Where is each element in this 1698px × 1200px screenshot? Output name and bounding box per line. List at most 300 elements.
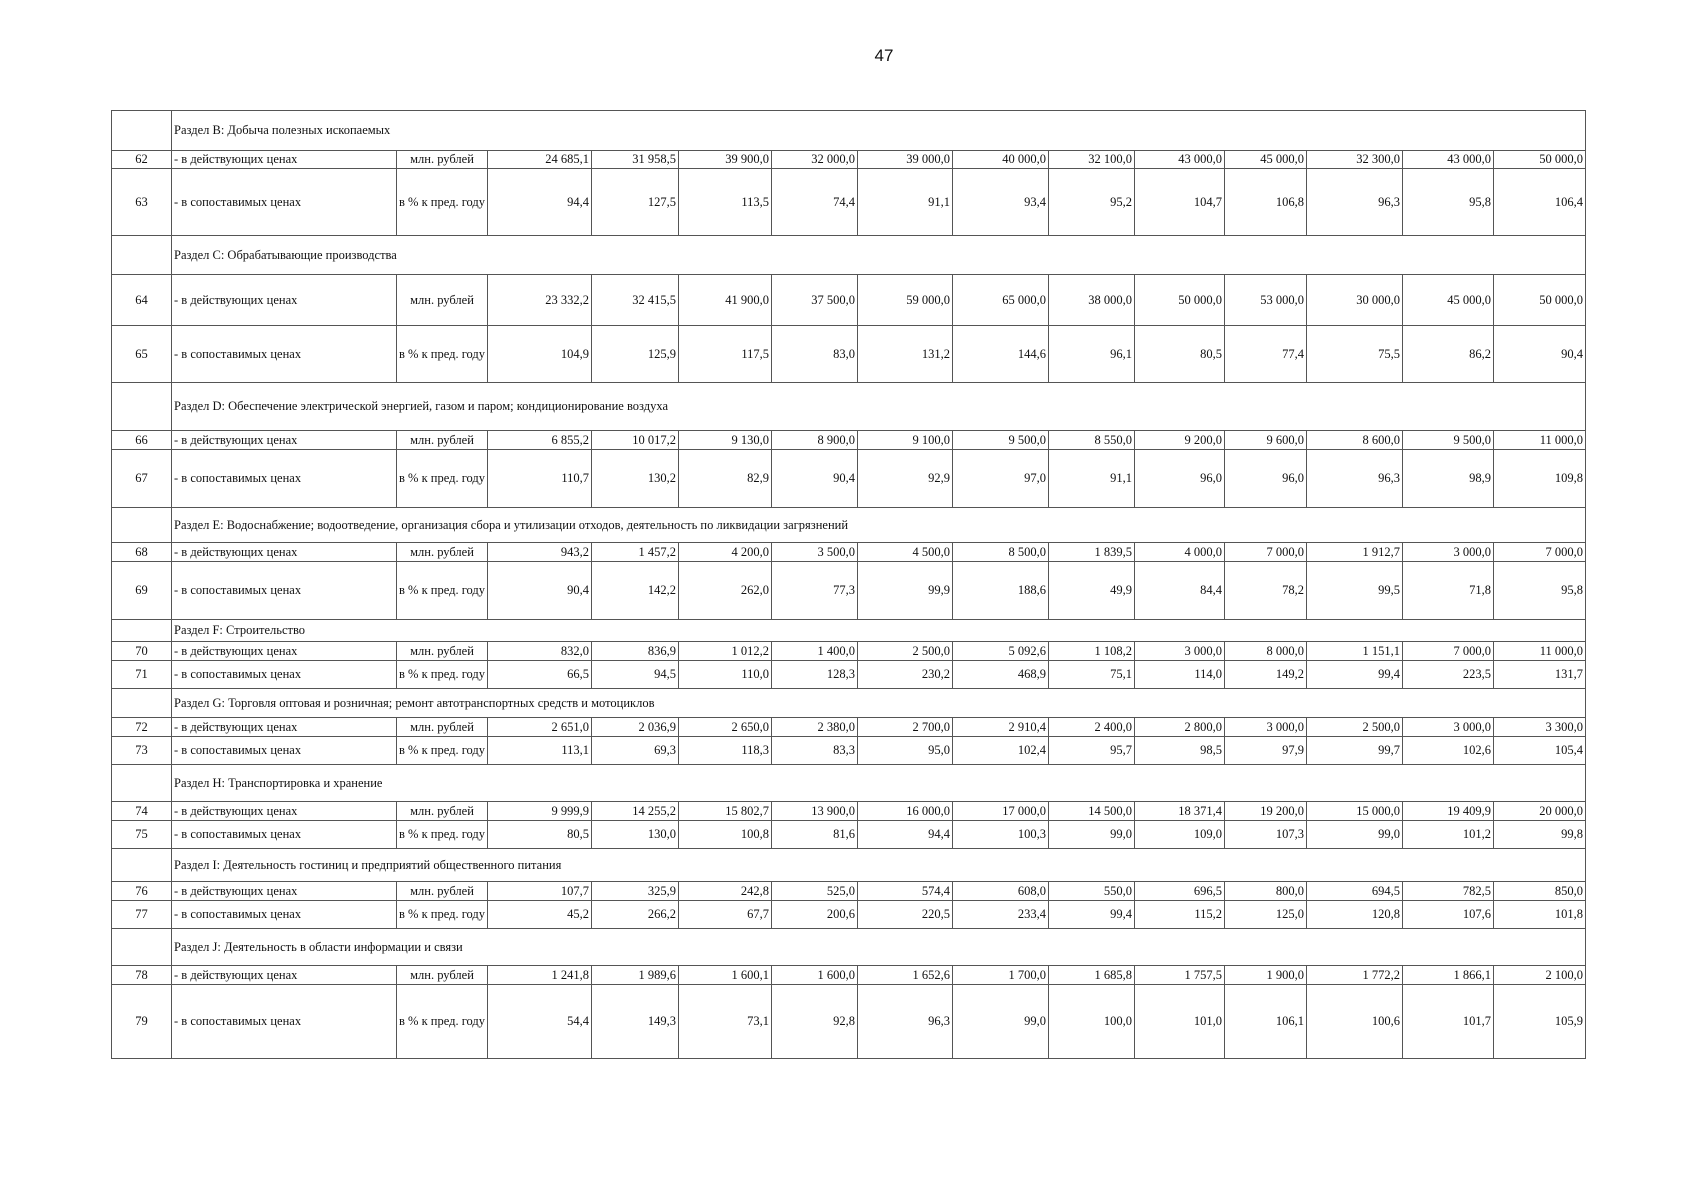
value-cell: 90,4 (772, 450, 858, 508)
value-cell: 38 000,0 (1049, 275, 1135, 326)
value-cell: 11 000,0 (1494, 642, 1586, 661)
value-cell: 93,4 (953, 169, 1049, 236)
row-label: - в действующих ценах (172, 802, 397, 821)
value-cell: 149,3 (592, 985, 679, 1059)
value-cell: 19 409,9 (1403, 802, 1494, 821)
row-number: 62 (112, 151, 172, 169)
row-number: 69 (112, 562, 172, 620)
section-row (112, 111, 1586, 151)
section-number-cell (112, 765, 172, 802)
row-label: - в действующих ценах (172, 966, 397, 985)
value-cell: 43 000,0 (1135, 151, 1225, 169)
value-cell: 101,7 (1403, 985, 1494, 1059)
row-label: - в действующих ценах (172, 543, 397, 562)
value-cell: 115,2 (1135, 901, 1225, 929)
row-number: 64 (112, 275, 172, 326)
value-cell: 95,0 (858, 737, 953, 765)
row-number: 65 (112, 326, 172, 383)
row-label: - в сопоставимых ценах (172, 562, 397, 620)
value-cell: 105,4 (1494, 737, 1586, 765)
value-cell: 106,1 (1225, 985, 1307, 1059)
value-cell: 850,0 (1494, 882, 1586, 901)
value-cell: 32 100,0 (1049, 151, 1135, 169)
unit-cell: млн. рублей (397, 275, 488, 326)
unit-cell: млн. рублей (397, 642, 488, 661)
section-number-cell (112, 849, 172, 882)
value-cell: 53 000,0 (1225, 275, 1307, 326)
value-cell: 2 500,0 (1307, 718, 1403, 737)
value-cell: 142,2 (592, 562, 679, 620)
value-cell: 1 241,8 (488, 966, 592, 985)
value-cell: 94,5 (592, 661, 679, 689)
section-title: Раздел J: Деятельность в области информации и связи (172, 929, 1586, 966)
value-cell: 1 866,1 (1403, 966, 1494, 985)
page-number: 47 (874, 46, 894, 65)
value-cell: 41 900,0 (679, 275, 772, 326)
value-cell: 1 757,5 (1135, 966, 1225, 985)
value-cell: 40 000,0 (953, 151, 1049, 169)
value-cell: 188,6 (953, 562, 1049, 620)
value-cell: 6 855,2 (488, 431, 592, 450)
table-row (112, 966, 1586, 985)
value-cell: 19 200,0 (1225, 802, 1307, 821)
row-label: - в действующих ценах (172, 882, 397, 901)
value-cell: 3 000,0 (1403, 543, 1494, 562)
value-cell: 113,1 (488, 737, 592, 765)
value-cell: 1 685,8 (1049, 966, 1135, 985)
value-cell: 9 600,0 (1225, 431, 1307, 450)
value-cell: 1 900,0 (1225, 966, 1307, 985)
value-cell: 75,5 (1307, 326, 1403, 383)
table-row (112, 718, 1586, 737)
value-cell: 7 000,0 (1225, 543, 1307, 562)
value-cell: 84,4 (1135, 562, 1225, 620)
section-number-cell (112, 383, 172, 431)
value-cell: 14 255,2 (592, 802, 679, 821)
value-cell: 9 130,0 (679, 431, 772, 450)
value-cell: 8 900,0 (772, 431, 858, 450)
row-number: 68 (112, 543, 172, 562)
value-cell: 14 500,0 (1049, 802, 1135, 821)
table-row (112, 985, 1586, 1059)
value-cell: 96,3 (1307, 169, 1403, 236)
value-cell: 99,4 (1049, 901, 1135, 929)
value-cell: 3 000,0 (1135, 642, 1225, 661)
section-title: Раздел F: Строительство (172, 620, 1586, 642)
value-cell: 105,9 (1494, 985, 1586, 1059)
value-cell: 100,6 (1307, 985, 1403, 1059)
row-label: - в действующих ценах (172, 642, 397, 661)
value-cell: 95,7 (1049, 737, 1135, 765)
section-title: Раздел E: Водоснабжение; водоотведение, организация сбора и утилизации отходов, деятельность по ликвидации загрязнений (172, 508, 1586, 543)
row-label: - в сопоставимых ценах (172, 450, 397, 508)
value-cell: 32 415,5 (592, 275, 679, 326)
value-cell: 80,5 (488, 821, 592, 849)
table-row (112, 326, 1586, 383)
value-cell: 102,4 (953, 737, 1049, 765)
value-cell: 694,5 (1307, 882, 1403, 901)
value-cell: 67,7 (679, 901, 772, 929)
value-cell: 101,0 (1135, 985, 1225, 1059)
value-cell: 73,1 (679, 985, 772, 1059)
value-cell: 9 100,0 (858, 431, 953, 450)
section-title: Раздел G: Торговля оптовая и розничная; ремонт автотранспортных средств и мотоциклов (172, 689, 1586, 718)
value-cell: 104,9 (488, 326, 592, 383)
row-number: 71 (112, 661, 172, 689)
row-number: 63 (112, 169, 172, 236)
value-cell: 32 300,0 (1307, 151, 1403, 169)
unit-cell: в % к пред. году (397, 326, 488, 383)
value-cell: 95,8 (1494, 562, 1586, 620)
value-cell: 50 000,0 (1494, 151, 1586, 169)
section-number-cell (112, 111, 172, 151)
value-cell: 5 092,6 (953, 642, 1049, 661)
value-cell: 15 000,0 (1307, 802, 1403, 821)
value-cell: 3 500,0 (772, 543, 858, 562)
value-cell: 696,5 (1135, 882, 1225, 901)
value-cell: 144,6 (953, 326, 1049, 383)
table-row (112, 661, 1586, 689)
value-cell: 2 400,0 (1049, 718, 1135, 737)
value-cell: 220,5 (858, 901, 953, 929)
value-cell: 75,1 (1049, 661, 1135, 689)
value-cell: 114,0 (1135, 661, 1225, 689)
value-cell: 65 000,0 (953, 275, 1049, 326)
value-cell: 92,9 (858, 450, 953, 508)
value-cell: 3 300,0 (1494, 718, 1586, 737)
value-cell: 125,9 (592, 326, 679, 383)
row-label: - в сопоставимых ценах (172, 821, 397, 849)
row-number: 77 (112, 901, 172, 929)
section-title: Раздел H: Транспортировка и хранение (172, 765, 1586, 802)
value-cell: 90,4 (1494, 326, 1586, 383)
value-cell: 4 500,0 (858, 543, 953, 562)
value-cell: 233,4 (953, 901, 1049, 929)
value-cell: 98,9 (1403, 450, 1494, 508)
value-cell: 109,8 (1494, 450, 1586, 508)
section-row (112, 620, 1586, 642)
section-row (112, 689, 1586, 718)
value-cell: 43 000,0 (1403, 151, 1494, 169)
value-cell: 107,3 (1225, 821, 1307, 849)
row-number: 72 (112, 718, 172, 737)
value-cell: 96,0 (1135, 450, 1225, 508)
value-cell: 54,4 (488, 985, 592, 1059)
value-cell: 101,8 (1494, 901, 1586, 929)
value-cell: 1 108,2 (1049, 642, 1135, 661)
value-cell: 8 000,0 (1225, 642, 1307, 661)
value-cell: 18 371,4 (1135, 802, 1225, 821)
section-row (112, 236, 1586, 275)
value-cell: 92,8 (772, 985, 858, 1059)
value-cell: 117,5 (679, 326, 772, 383)
table-row (112, 642, 1586, 661)
section-number-cell (112, 929, 172, 966)
unit-cell: в % к пред. году (397, 985, 488, 1059)
section-number-cell (112, 508, 172, 543)
section-title: Раздел D: Обеспечение электрической энергией, газом и паром; кондиционирование воздуха (172, 383, 1586, 431)
section-row (112, 383, 1586, 431)
row-number: 70 (112, 642, 172, 661)
value-cell: 99,0 (1049, 821, 1135, 849)
row-number: 78 (112, 966, 172, 985)
section-title: Раздел I: Деятельность гостиниц и предприятий общественного питания (172, 849, 1586, 882)
table-row (112, 450, 1586, 508)
unit-cell: в % к пред. году (397, 562, 488, 620)
value-cell: 242,8 (679, 882, 772, 901)
value-cell: 1 989,6 (592, 966, 679, 985)
unit-cell: млн. рублей (397, 431, 488, 450)
row-number: 75 (112, 821, 172, 849)
value-cell: 608,0 (953, 882, 1049, 901)
value-cell: 2 036,9 (592, 718, 679, 737)
value-cell: 100,3 (953, 821, 1049, 849)
value-cell: 106,4 (1494, 169, 1586, 236)
value-cell: 262,0 (679, 562, 772, 620)
value-cell: 96,3 (858, 985, 953, 1059)
value-cell: 130,2 (592, 450, 679, 508)
unit-cell: млн. рублей (397, 966, 488, 985)
value-cell: 107,6 (1403, 901, 1494, 929)
section-number-cell (112, 689, 172, 718)
value-cell: 45,2 (488, 901, 592, 929)
value-cell: 77,3 (772, 562, 858, 620)
row-number: 67 (112, 450, 172, 508)
value-cell: 78,2 (1225, 562, 1307, 620)
value-cell: 16 000,0 (858, 802, 953, 821)
value-cell: 223,5 (1403, 661, 1494, 689)
value-cell: 9 200,0 (1135, 431, 1225, 450)
value-cell: 83,0 (772, 326, 858, 383)
table-row (112, 821, 1586, 849)
unit-cell: в % к пред. году (397, 661, 488, 689)
value-cell: 99,8 (1494, 821, 1586, 849)
row-number: 66 (112, 431, 172, 450)
row-label: - в действующих ценах (172, 718, 397, 737)
value-cell: 2 500,0 (858, 642, 953, 661)
value-cell: 8 550,0 (1049, 431, 1135, 450)
value-cell: 1 012,2 (679, 642, 772, 661)
value-cell: 96,3 (1307, 450, 1403, 508)
row-label: - в действующих ценах (172, 431, 397, 450)
value-cell: 50 000,0 (1494, 275, 1586, 326)
value-cell: 24 685,1 (488, 151, 592, 169)
value-cell: 94,4 (488, 169, 592, 236)
value-cell: 1 700,0 (953, 966, 1049, 985)
value-cell: 3 000,0 (1403, 718, 1494, 737)
table-row (112, 562, 1586, 620)
row-label: - в сопоставимых ценах (172, 901, 397, 929)
unit-cell: в % к пред. году (397, 737, 488, 765)
table-row (112, 882, 1586, 901)
value-cell: 4 000,0 (1135, 543, 1225, 562)
value-cell: 2 650,0 (679, 718, 772, 737)
value-cell: 100,0 (1049, 985, 1135, 1059)
value-cell: 13 900,0 (772, 802, 858, 821)
value-cell: 2 651,0 (488, 718, 592, 737)
value-cell: 943,2 (488, 543, 592, 562)
value-cell: 1 600,1 (679, 966, 772, 985)
value-cell: 149,2 (1225, 661, 1307, 689)
value-cell: 107,7 (488, 882, 592, 901)
value-cell: 9 500,0 (1403, 431, 1494, 450)
value-cell: 125,0 (1225, 901, 1307, 929)
section-row (112, 508, 1586, 543)
value-cell: 832,0 (488, 642, 592, 661)
value-cell: 127,5 (592, 169, 679, 236)
value-cell: 2 100,0 (1494, 966, 1586, 985)
unit-cell: млн. рублей (397, 882, 488, 901)
value-cell: 91,1 (1049, 450, 1135, 508)
value-cell: 99,0 (1307, 821, 1403, 849)
value-cell: 1 839,5 (1049, 543, 1135, 562)
value-cell: 97,9 (1225, 737, 1307, 765)
value-cell: 1 772,2 (1307, 966, 1403, 985)
table-row (112, 431, 1586, 450)
value-cell: 2 800,0 (1135, 718, 1225, 737)
value-cell: 1 400,0 (772, 642, 858, 661)
value-cell: 74,4 (772, 169, 858, 236)
value-cell: 109,0 (1135, 821, 1225, 849)
section-row (112, 765, 1586, 802)
value-cell: 7 000,0 (1403, 642, 1494, 661)
unit-cell: млн. рублей (397, 718, 488, 737)
value-cell: 104,7 (1135, 169, 1225, 236)
value-cell: 836,9 (592, 642, 679, 661)
table-row (112, 275, 1586, 326)
value-cell: 2 700,0 (858, 718, 953, 737)
value-cell: 39 900,0 (679, 151, 772, 169)
unit-cell: в % к пред. году (397, 901, 488, 929)
value-cell: 15 802,7 (679, 802, 772, 821)
value-cell: 525,0 (772, 882, 858, 901)
value-cell: 66,5 (488, 661, 592, 689)
unit-cell: млн. рублей (397, 151, 488, 169)
value-cell: 96,1 (1049, 326, 1135, 383)
value-cell: 99,9 (858, 562, 953, 620)
unit-cell: в % к пред. году (397, 821, 488, 849)
value-cell: 110,7 (488, 450, 592, 508)
value-cell: 102,6 (1403, 737, 1494, 765)
value-cell: 82,9 (679, 450, 772, 508)
value-cell: 325,9 (592, 882, 679, 901)
value-cell: 2 380,0 (772, 718, 858, 737)
row-label: - в сопоставимых ценах (172, 985, 397, 1059)
value-cell: 96,0 (1225, 450, 1307, 508)
value-cell: 1 652,6 (858, 966, 953, 985)
value-cell: 31 958,5 (592, 151, 679, 169)
value-cell: 1 151,1 (1307, 642, 1403, 661)
section-number-cell (112, 620, 172, 642)
section-title: Раздел B: Добыча полезных ископаемых (172, 111, 1586, 151)
value-cell: 9 500,0 (953, 431, 1049, 450)
value-cell: 45 000,0 (1403, 275, 1494, 326)
value-cell: 39 000,0 (858, 151, 953, 169)
value-cell: 7 000,0 (1494, 543, 1586, 562)
table-row (112, 543, 1586, 562)
value-cell: 110,0 (679, 661, 772, 689)
row-label: - в сопоставимых ценах (172, 737, 397, 765)
value-cell: 120,8 (1307, 901, 1403, 929)
value-cell: 99,0 (953, 985, 1049, 1059)
value-cell: 83,3 (772, 737, 858, 765)
value-cell: 131,2 (858, 326, 953, 383)
value-cell: 266,2 (592, 901, 679, 929)
row-label: - в сопоставимых ценах (172, 169, 397, 236)
value-cell: 32 000,0 (772, 151, 858, 169)
row-label: - в действующих ценах (172, 151, 397, 169)
section-number-cell (112, 236, 172, 275)
value-cell: 10 017,2 (592, 431, 679, 450)
value-cell: 99,4 (1307, 661, 1403, 689)
section-row (112, 929, 1586, 966)
table-row (112, 901, 1586, 929)
unit-cell: млн. рублей (397, 802, 488, 821)
row-number: 74 (112, 802, 172, 821)
value-cell: 17 000,0 (953, 802, 1049, 821)
value-cell: 94,4 (858, 821, 953, 849)
value-cell: 1 912,7 (1307, 543, 1403, 562)
value-cell: 99,5 (1307, 562, 1403, 620)
value-cell: 97,0 (953, 450, 1049, 508)
row-number: 73 (112, 737, 172, 765)
unit-cell: млн. рублей (397, 543, 488, 562)
value-cell: 50 000,0 (1135, 275, 1225, 326)
value-cell: 37 500,0 (772, 275, 858, 326)
value-cell: 4 200,0 (679, 543, 772, 562)
value-cell: 11 000,0 (1494, 431, 1586, 450)
value-cell: 100,8 (679, 821, 772, 849)
value-cell: 118,3 (679, 737, 772, 765)
section-title: Раздел C: Обрабатывающие производства (172, 236, 1586, 275)
value-cell: 20 000,0 (1494, 802, 1586, 821)
row-label: - в сопоставимых ценах (172, 661, 397, 689)
value-cell: 23 332,2 (488, 275, 592, 326)
value-cell: 2 910,4 (953, 718, 1049, 737)
table-row (112, 802, 1586, 821)
value-cell: 69,3 (592, 737, 679, 765)
value-cell: 59 000,0 (858, 275, 953, 326)
row-number: 76 (112, 882, 172, 901)
value-cell: 106,8 (1225, 169, 1307, 236)
row-label: - в сопоставимых ценах (172, 326, 397, 383)
value-cell: 49,9 (1049, 562, 1135, 620)
value-cell: 71,8 (1403, 562, 1494, 620)
unit-cell: в % к пред. году (397, 450, 488, 508)
value-cell: 77,4 (1225, 326, 1307, 383)
value-cell: 99,7 (1307, 737, 1403, 765)
value-cell: 90,4 (488, 562, 592, 620)
value-cell: 550,0 (1049, 882, 1135, 901)
value-cell: 45 000,0 (1225, 151, 1307, 169)
table-row (112, 151, 1586, 169)
value-cell: 113,5 (679, 169, 772, 236)
row-number: 79 (112, 985, 172, 1059)
value-cell: 230,2 (858, 661, 953, 689)
value-cell: 101,2 (1403, 821, 1494, 849)
value-cell: 86,2 (1403, 326, 1494, 383)
value-cell: 3 000,0 (1225, 718, 1307, 737)
value-cell: 98,5 (1135, 737, 1225, 765)
value-cell: 8 600,0 (1307, 431, 1403, 450)
value-cell: 91,1 (858, 169, 953, 236)
section-row (112, 849, 1586, 882)
value-cell: 782,5 (1403, 882, 1494, 901)
value-cell: 1 600,0 (772, 966, 858, 985)
value-cell: 800,0 (1225, 882, 1307, 901)
row-label: - в действующих ценах (172, 275, 397, 326)
table-row (112, 737, 1586, 765)
